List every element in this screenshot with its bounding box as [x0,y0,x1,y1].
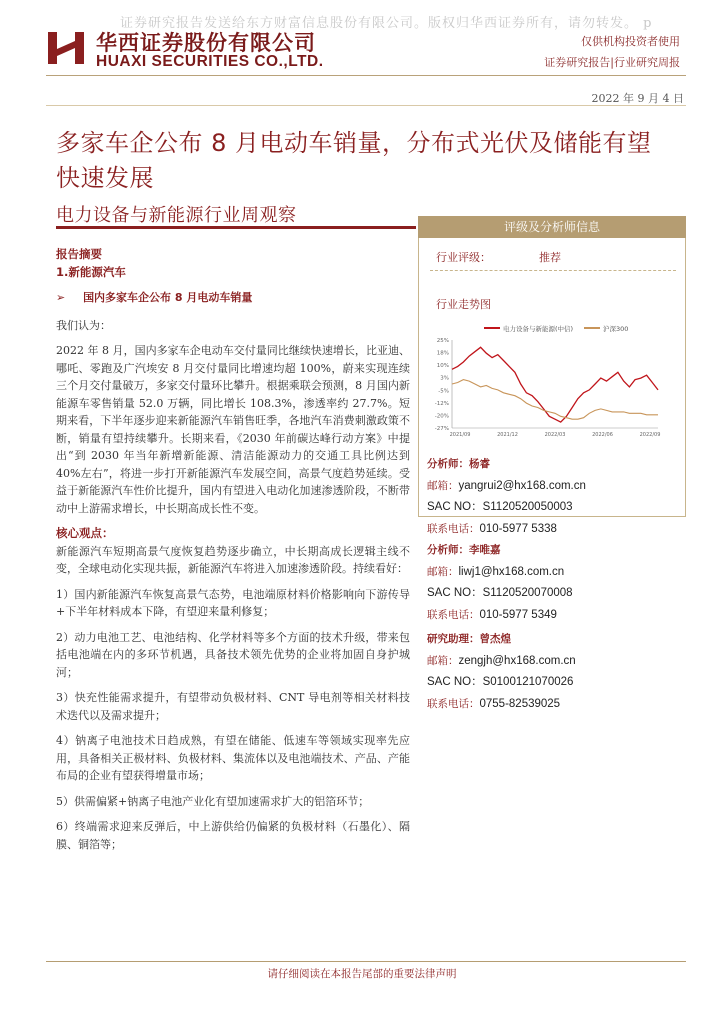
x-tick-label: 2022/03 [544,432,566,438]
analyst-sac: SAC NO：S1120520070008 [427,587,573,599]
company-name-en: HUAXI SECURITIES CO.,LTD. [96,53,324,70]
industry-rating [436,249,561,265]
legal-notice: 请仔细阅读在本报告尾部的重要法律声明 [267,968,457,980]
analyst-email[interactable]: liwj1@hx168.com.cn [458,566,565,578]
analyst-block [427,540,573,626]
core-point: 4）钠离子电池技术日趋成熟，有望在储能、低速车等领域实现率先应用，具备相关正极材料、负极材料、集流体以及电池端技术、产品、产能布局的企业有望获得增量市场； [56,734,410,782]
analyst-sac: SAC NO：S0100121070026 [427,676,574,688]
core-point: 6）终端需求迎来反弹后，中上游供给仍偏紧的负极材料（石墨化）、隔膜、铜箔等； [56,820,410,851]
subtitle-underline [56,226,416,229]
analyst-block [427,454,586,540]
analyst-phone: 0755-82539025 [479,698,561,710]
report-date: 2022 年 9 月 4 日 [591,92,684,105]
core-heading: 核心观点： [56,526,114,540]
analyst-sac: SAC NO：S1120520050003 [427,501,573,513]
trend-label: 行业走势图 [436,298,491,311]
rating-label: 行业评级： [436,251,491,264]
audience-tag: 仅供机构投资者使用 [581,35,680,48]
email-label: 邮箱： [427,566,459,578]
email-label: 邮箱： [427,655,459,667]
rating-value: 推荐 [539,251,561,264]
y-tick-label: 10% [436,363,449,370]
we-think: 我们认为： [56,318,111,332]
analyst-role: 研究助理：曾杰煌 [427,633,511,645]
summary-column [56,246,410,853]
core-point: 1）国内新能源汽车恢复高景气态势，电池端原材料价格影响向下游传导+下半年材料成本下降，有望迎来量利修复； [56,587,410,618]
analyst-role: 分析师：杨睿 [427,458,490,470]
industry-trend-chart [428,318,680,443]
legend-label: 沪深300 [603,325,629,333]
core-paragraph: 新能源汽车短期高景气度恢复趋势逐步确立，中长期高成长逻辑主线不变，全球电动化实现共振，新能源汽车将进入加速渗透阶段。持续看好： [56,544,410,575]
x-tick-label: 2021/12 [497,432,518,438]
header-divider [46,75,686,76]
analyst-email[interactable]: zengjh@hx168.com.cn [458,655,576,667]
phone-label: 联系电话： [427,609,480,621]
y-tick-label: -27% [434,426,449,432]
watermark: 证券研究报告发送给东方财富信息股份有限公司。版权归华西证券所有，请勿转发。 p [120,16,653,31]
summary-heading: 报告摘要 [56,247,102,261]
section-title: 1.新能源汽车 [56,264,126,279]
rating-divider [430,270,676,271]
bullet-heading-text: 国内多家车企公布 8 月电动车销量 [83,291,253,304]
legend-label: 电力设备与新能源(中信) [503,325,574,333]
rating-panel-header: 评级及分析师信息 [418,216,686,238]
analyst-block [427,629,576,715]
analyst-email[interactable]: yangrui2@hx168.com.cn [458,480,586,492]
summary-paragraph: 2022 年 8 月，国内多家车企电动车交付量同比继续快速增长，比亚迪、哪吒、零跑及广汽埃安 8 月交付量同比增速均超 100%，蔚来实现连续三个月交付量破万，多家交付量环比攀升。根据乘联会预测，8 月国内新能源车零售销量 52.0 万辆，同比增长 108.3%，渗透率约 27.7%。短期来看，下半年逐步迎来新能源汽车销售旺季，各地汽车消费刺激政策不断，销量有望持续攀升。长期来看，《2030 年前碳达峰行动方案》中提出“到 2030 年当年新增新能源、清洁能源动力的交通工具比例达到 40%左右”，将进一步打开新能源汽车发展空间，高景气度趋势延续。受益于新能源汽车性价比提升，国内有望进入电动化加速渗透阶段，不断带动中上游需求增长，中长期高成长性不变。 [56,344,410,515]
y-tick-label: 18% [436,350,449,357]
x-tick-label: 2022/09 [639,432,661,438]
analyst-phone: 010-5977 5338 [479,523,557,535]
report-title: 多家车企公布 8 月电动车销量，分布式光伏及储能有望快速发展 [56,129,652,192]
core-point: 5）供需偏紧+钠离子电池产业化有望加速需求扩大的铝箔环节； [56,794,370,808]
y-tick-label: -20% [434,413,449,420]
analyst-phone: 010-5977 5349 [479,609,557,621]
report-subtitle: 电力设备与新能源行业周观察 [56,205,297,226]
report-type-tag: 证券研究报告|行业研究周报 [544,56,680,69]
core-point: 3）快充性能需求提升，有望带动负极材料、CNT 导电剂等相关材料技术迭代以及需求提升； [56,691,410,722]
y-tick-label: 3% [440,375,449,382]
company-logo-icon [46,28,86,68]
bullet-marker-icon: ➢ [56,291,66,304]
y-tick-label: -5% [438,388,449,395]
company-name-cn: 华西证券股份有限公司 [96,31,316,55]
y-tick-label: 25% [436,338,449,344]
footer-divider [46,961,686,962]
date-divider [46,105,686,106]
email-label: 邮箱： [427,480,459,492]
phone-label: 联系电话： [427,523,480,535]
analyst-role: 分析师：李唯嘉 [427,544,501,556]
x-tick-label: 2021/09 [449,432,471,438]
core-point: 2）动力电池工艺、电池结构、化学材料等多个方面的技术升级，带来包括电池端在内的多环节机遇，具备技术领先优势的企业将加固自身护城河； [56,630,410,679]
phone-label: 联系电话： [427,698,480,710]
bullet-heading [56,289,410,307]
y-tick-label: -12% [434,400,449,407]
x-tick-label: 2022/06 [592,432,613,438]
